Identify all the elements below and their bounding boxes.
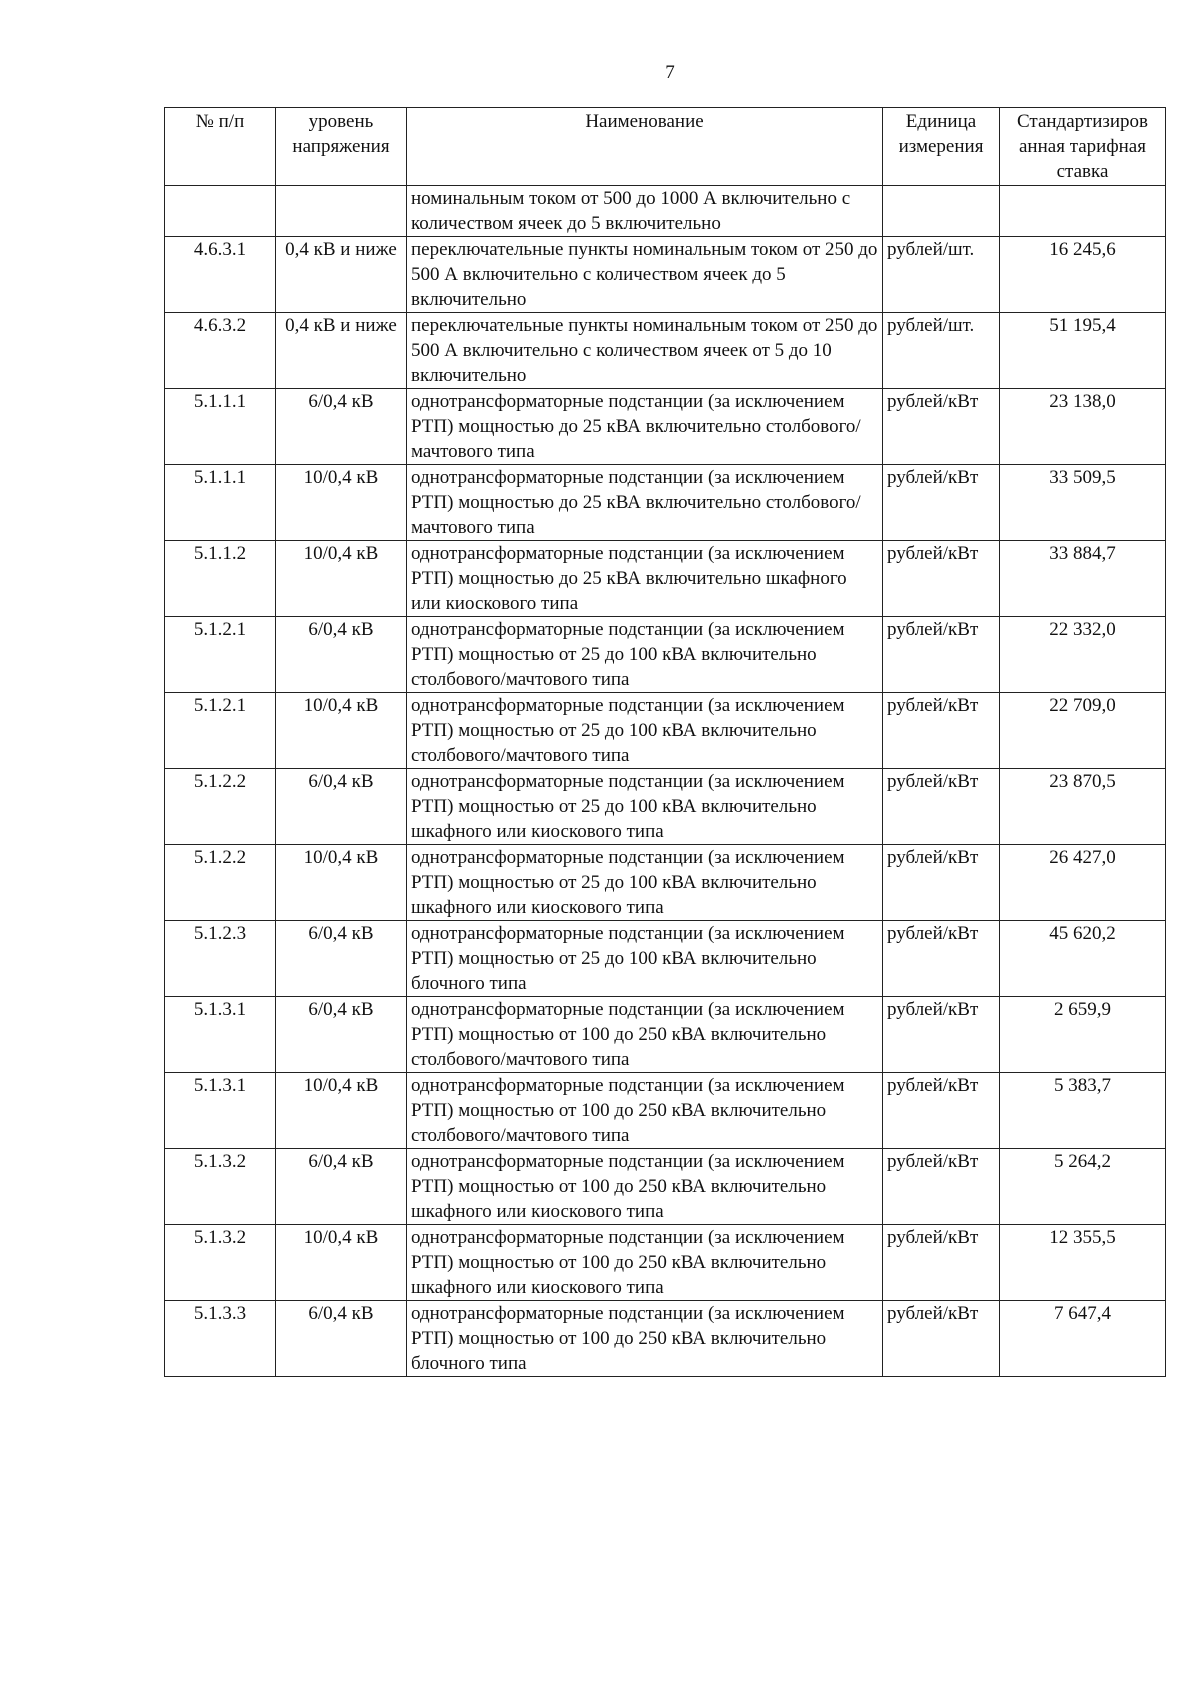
unit-of-measure: рублей/кВт — [883, 617, 1000, 693]
voltage-level: 6/0,4 кВ — [276, 769, 407, 845]
tariff-rate: 45 620,2 — [1000, 921, 1166, 997]
item-name: однотрансформаторные подстанции (за исключением РТП) мощностью до 25 кВА включительно шкафного или киоскового типа — [407, 541, 883, 617]
item-name: однотрансформаторные подстанции (за исключением РТП) мощностью от 25 до 100 кВА включительно столбового/мачтового типа — [407, 617, 883, 693]
tariff-rate: 33 884,7 — [1000, 541, 1166, 617]
tariff-rate: 23 138,0 — [1000, 389, 1166, 465]
table-body — [165, 186, 1166, 1377]
item-name: однотрансформаторные подстанции (за исключением РТП) мощностью от 100 до 250 кВА включительно блочного типа — [407, 1301, 883, 1377]
voltage-level — [276, 186, 407, 237]
tariff-rate: 5 383,7 — [1000, 1073, 1166, 1149]
tariff-rate: 22 709,0 — [1000, 693, 1166, 769]
unit-of-measure: рублей/кВт — [883, 769, 1000, 845]
page-number: 7 — [665, 62, 675, 83]
unit-of-measure: рублей/кВт — [883, 1301, 1000, 1377]
tariff-rate — [1000, 186, 1166, 237]
item-name: переключательные пункты номинальным током от 250 до 500 А включительно с количеством ячеек до 5 включительно — [407, 237, 883, 313]
voltage-level: 6/0,4 кВ — [276, 921, 407, 997]
tariff-rate: 5 264,2 — [1000, 1149, 1166, 1225]
row-number: 5.1.3.3 — [165, 1301, 276, 1377]
voltage-level: 10/0,4 кВ — [276, 693, 407, 769]
unit-of-measure: рублей/кВт — [883, 1225, 1000, 1301]
unit-of-measure — [883, 186, 1000, 237]
unit-of-measure: рублей/кВт — [883, 1073, 1000, 1149]
table-row — [165, 1073, 1166, 1149]
table-row — [165, 389, 1166, 465]
voltage-level: 6/0,4 кВ — [276, 389, 407, 465]
item-name: однотрансформаторные подстанции (за исключением РТП) мощностью от 100 до 250 кВА включительно столбового/мачтового типа — [407, 1073, 883, 1149]
table-row — [165, 1301, 1166, 1377]
voltage-level: 0,4 кВ и ниже — [276, 237, 407, 313]
tariff-rate: 23 870,5 — [1000, 769, 1166, 845]
table-row — [165, 845, 1166, 921]
voltage-level: 10/0,4 кВ — [276, 845, 407, 921]
unit-of-measure: рублей/кВт — [883, 1149, 1000, 1225]
table-row — [165, 769, 1166, 845]
header-unit: Единица измерения — [883, 108, 1000, 186]
row-number: 5.1.1.1 — [165, 465, 276, 541]
unit-of-measure: рублей/кВт — [883, 465, 1000, 541]
item-name: однотрансформаторные подстанции (за исключением РТП) мощностью от 25 до 100 кВА включительно шкафного или киоскового типа — [407, 769, 883, 845]
row-number: 5.1.2.1 — [165, 617, 276, 693]
tariff-rate: 12 355,5 — [1000, 1225, 1166, 1301]
item-name: однотрансформаторные подстанции (за исключением РТП) мощностью от 25 до 100 кВА включительно блочного типа — [407, 921, 883, 997]
table-row — [165, 237, 1166, 313]
voltage-level: 6/0,4 кВ — [276, 1301, 407, 1377]
row-number: 5.1.3.2 — [165, 1149, 276, 1225]
row-number — [165, 186, 276, 237]
row-number: 5.1.3.2 — [165, 1225, 276, 1301]
table-row — [165, 693, 1166, 769]
row-number: 5.1.2.3 — [165, 921, 276, 997]
item-name: однотрансформаторные подстанции (за исключением РТП) мощностью до 25 кВА включительно столбового/мачтового типа — [407, 389, 883, 465]
item-name: однотрансформаторные подстанции (за исключением РТП) мощностью от 100 до 250 кВА включительно шкафного или киоскового типа — [407, 1225, 883, 1301]
voltage-level: 10/0,4 кВ — [276, 465, 407, 541]
item-name: переключательные пункты номинальным током от 250 до 500 А включительно с количеством ячеек от 5 до 10 включительно — [407, 313, 883, 389]
item-name: номинальным током от 500 до 1000 А включительно с количеством ячеек до 5 включительно — [407, 186, 883, 237]
row-number: 5.1.3.1 — [165, 1073, 276, 1149]
table-header-row — [165, 108, 1166, 186]
row-number: 4.6.3.2 — [165, 313, 276, 389]
unit-of-measure: рублей/шт. — [883, 313, 1000, 389]
tariff-rate: 33 509,5 — [1000, 465, 1166, 541]
tariff-rate: 16 245,6 — [1000, 237, 1166, 313]
unit-of-measure: рублей/кВт — [883, 389, 1000, 465]
table-row — [165, 1149, 1166, 1225]
table-row — [165, 541, 1166, 617]
row-number: 5.1.3.1 — [165, 997, 276, 1073]
voltage-level: 10/0,4 кВ — [276, 1073, 407, 1149]
table-row — [165, 921, 1166, 997]
voltage-level: 6/0,4 кВ — [276, 1149, 407, 1225]
unit-of-measure: рублей/кВт — [883, 541, 1000, 617]
unit-of-measure: рублей/кВт — [883, 921, 1000, 997]
table-row — [165, 313, 1166, 389]
table-row — [165, 465, 1166, 541]
row-number: 4.6.3.1 — [165, 237, 276, 313]
item-name: однотрансформаторные подстанции (за исключением РТП) мощностью от 100 до 250 кВА включительно шкафного или киоскового типа — [407, 1149, 883, 1225]
tariff-rate: 51 195,4 — [1000, 313, 1166, 389]
item-name: однотрансформаторные подстанции (за исключением РТП) мощностью от 25 до 100 кВА включительно шкафного или киоскового типа — [407, 845, 883, 921]
table-row — [165, 186, 1166, 237]
unit-of-measure: рублей/кВт — [883, 693, 1000, 769]
item-name: однотрансформаторные подстанции (за исключением РТП) мощностью от 25 до 100 кВА включительно столбового/мачтового типа — [407, 693, 883, 769]
row-number: 5.1.2.2 — [165, 769, 276, 845]
voltage-level: 6/0,4 кВ — [276, 617, 407, 693]
tariff-table — [164, 107, 1166, 1377]
row-number: 5.1.2.1 — [165, 693, 276, 769]
item-name: однотрансформаторные подстанции (за исключением РТП) мощностью до 25 кВА включительно столбового/мачтового типа — [407, 465, 883, 541]
voltage-level: 0,4 кВ и ниже — [276, 313, 407, 389]
tariff-rate: 2 659,9 — [1000, 997, 1166, 1073]
voltage-level: 6/0,4 кВ — [276, 997, 407, 1073]
unit-of-measure: рублей/кВт — [883, 845, 1000, 921]
row-number: 5.1.2.2 — [165, 845, 276, 921]
item-name: однотрансформаторные подстанции (за исключением РТП) мощностью от 100 до 250 кВА включительно столбового/мачтового типа — [407, 997, 883, 1073]
header-rate: Стандартизиров анная тарифная ставка — [1000, 108, 1166, 186]
header-voltage-level: уровень напряжения — [276, 108, 407, 186]
row-number: 5.1.1.2 — [165, 541, 276, 617]
row-number: 5.1.1.1 — [165, 389, 276, 465]
table-row — [165, 617, 1166, 693]
table-row — [165, 1225, 1166, 1301]
tariff-rate: 26 427,0 — [1000, 845, 1166, 921]
unit-of-measure: рублей/кВт — [883, 997, 1000, 1073]
unit-of-measure: рублей/шт. — [883, 237, 1000, 313]
header-name: Наименование — [407, 108, 883, 186]
voltage-level: 10/0,4 кВ — [276, 1225, 407, 1301]
table-row — [165, 997, 1166, 1073]
tariff-rate: 22 332,0 — [1000, 617, 1166, 693]
tariff-rate: 7 647,4 — [1000, 1301, 1166, 1377]
header-num: № п/п — [165, 108, 276, 186]
voltage-level: 10/0,4 кВ — [276, 541, 407, 617]
